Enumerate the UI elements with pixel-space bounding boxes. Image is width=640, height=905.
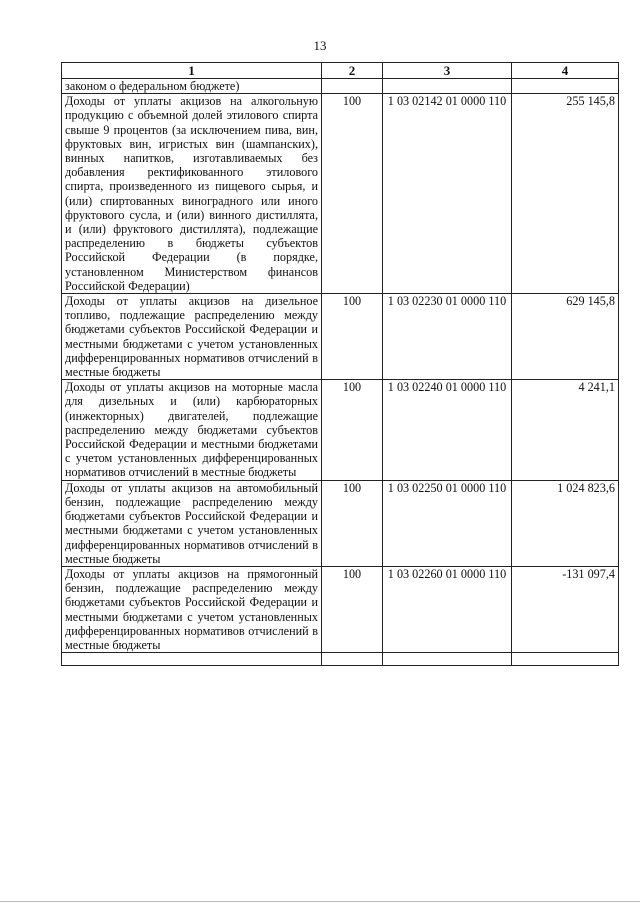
continuation-text: законом о федеральном бюджете) [62, 79, 322, 94]
cell-empty [322, 79, 383, 94]
column-header-4: 4 [512, 63, 619, 79]
row-description: Доходы от уплаты акцизов на дизельное топливо, подлежащие распределению между бюджетами субъектов Российской Федерации и местными бюджетами с учетом установленных дифференцированных нормативов отчислений в местные бюджеты [62, 294, 322, 380]
column-header-3: 3 [383, 63, 512, 79]
cell-empty [383, 79, 512, 94]
row-classification-code: 1 03 02230 01 0000 110 [383, 294, 512, 380]
row-description: Доходы от уплаты акцизов на прямогонный бензин, подлежащие распределению между бюджетами субъектов Российской Федерации и местными бюджетами с учетом установленных дифференцированных нормативов отчислений в местные бюджеты [62, 566, 322, 652]
row-classification-code: 1 03 02240 01 0000 110 [383, 380, 512, 480]
row-admin-code: 100 [322, 94, 383, 294]
row-admin-code: 100 [322, 294, 383, 380]
column-header-2: 2 [322, 63, 383, 79]
row-classification-code: 1 03 02250 01 0000 110 [383, 480, 512, 566]
row-description: Доходы от уплаты акцизов на автомобильный бензин, подлежащие распределению между бюджетами субъектов Российской Федерации и местными бюджетами с учетом установленных дифференцированных нормативов отчислений в местные бюджеты [62, 480, 322, 566]
table-row [62, 294, 619, 380]
cell-empty [512, 653, 619, 666]
row-admin-code: 100 [322, 480, 383, 566]
continuation-row [62, 79, 619, 94]
cell-empty [512, 79, 619, 94]
cell-empty [383, 653, 512, 666]
table-row [62, 566, 619, 652]
scan-edge-line [0, 901, 640, 902]
table-row [62, 94, 619, 294]
row-classification-code: 1 03 02260 01 0000 110 [383, 566, 512, 652]
row-classification-code: 1 03 02142 01 0000 110 [383, 94, 512, 294]
row-admin-code: 100 [322, 566, 383, 652]
cell-empty [322, 653, 383, 666]
empty-row [62, 653, 619, 666]
cell-empty [62, 653, 322, 666]
column-header-1: 1 [62, 63, 322, 79]
table-row [62, 380, 619, 480]
row-amount: 1 024 823,6 [512, 480, 619, 566]
row-amount: 4 241,1 [512, 380, 619, 480]
page-number: 13 [313, 38, 327, 53]
row-amount: -131 097,4 [512, 566, 619, 652]
row-amount: 629 145,8 [512, 294, 619, 380]
row-admin-code: 100 [322, 380, 383, 480]
row-description: Доходы от уплаты акцизов на алкогольную продукцию с объемной долей этилового спирта свыше 9 процентов (за исключением пива, вин, фруктовых вин, игристых вин (шампанских), винных напитков, изготавливаемых без добавления ректификованного этилового спирта, произведенного из пищевого сырья, и (или) спиртованных виноградного или иного фруктового сусла, и (или) винного дистиллята, и (или) фруктового дистиллята), подлежащие распределению в бюджеты субъектов Российской Федерации (в порядке, установленном Министерством финансов Российской Федерации) [62, 94, 322, 294]
revenue-table [61, 62, 619, 666]
table-row [62, 480, 619, 566]
header-row [62, 63, 619, 79]
row-amount: 255 145,8 [512, 94, 619, 294]
row-description: Доходы от уплаты акцизов на моторные масла для дизельных и (или) карбюраторных (инжекторных) двигателей, подлежащие распределению между бюджетами субъектов Российской Федерации и местными бюджетами с учетом установленных дифференцированных нормативов отчислений в местные бюджеты [62, 380, 322, 480]
